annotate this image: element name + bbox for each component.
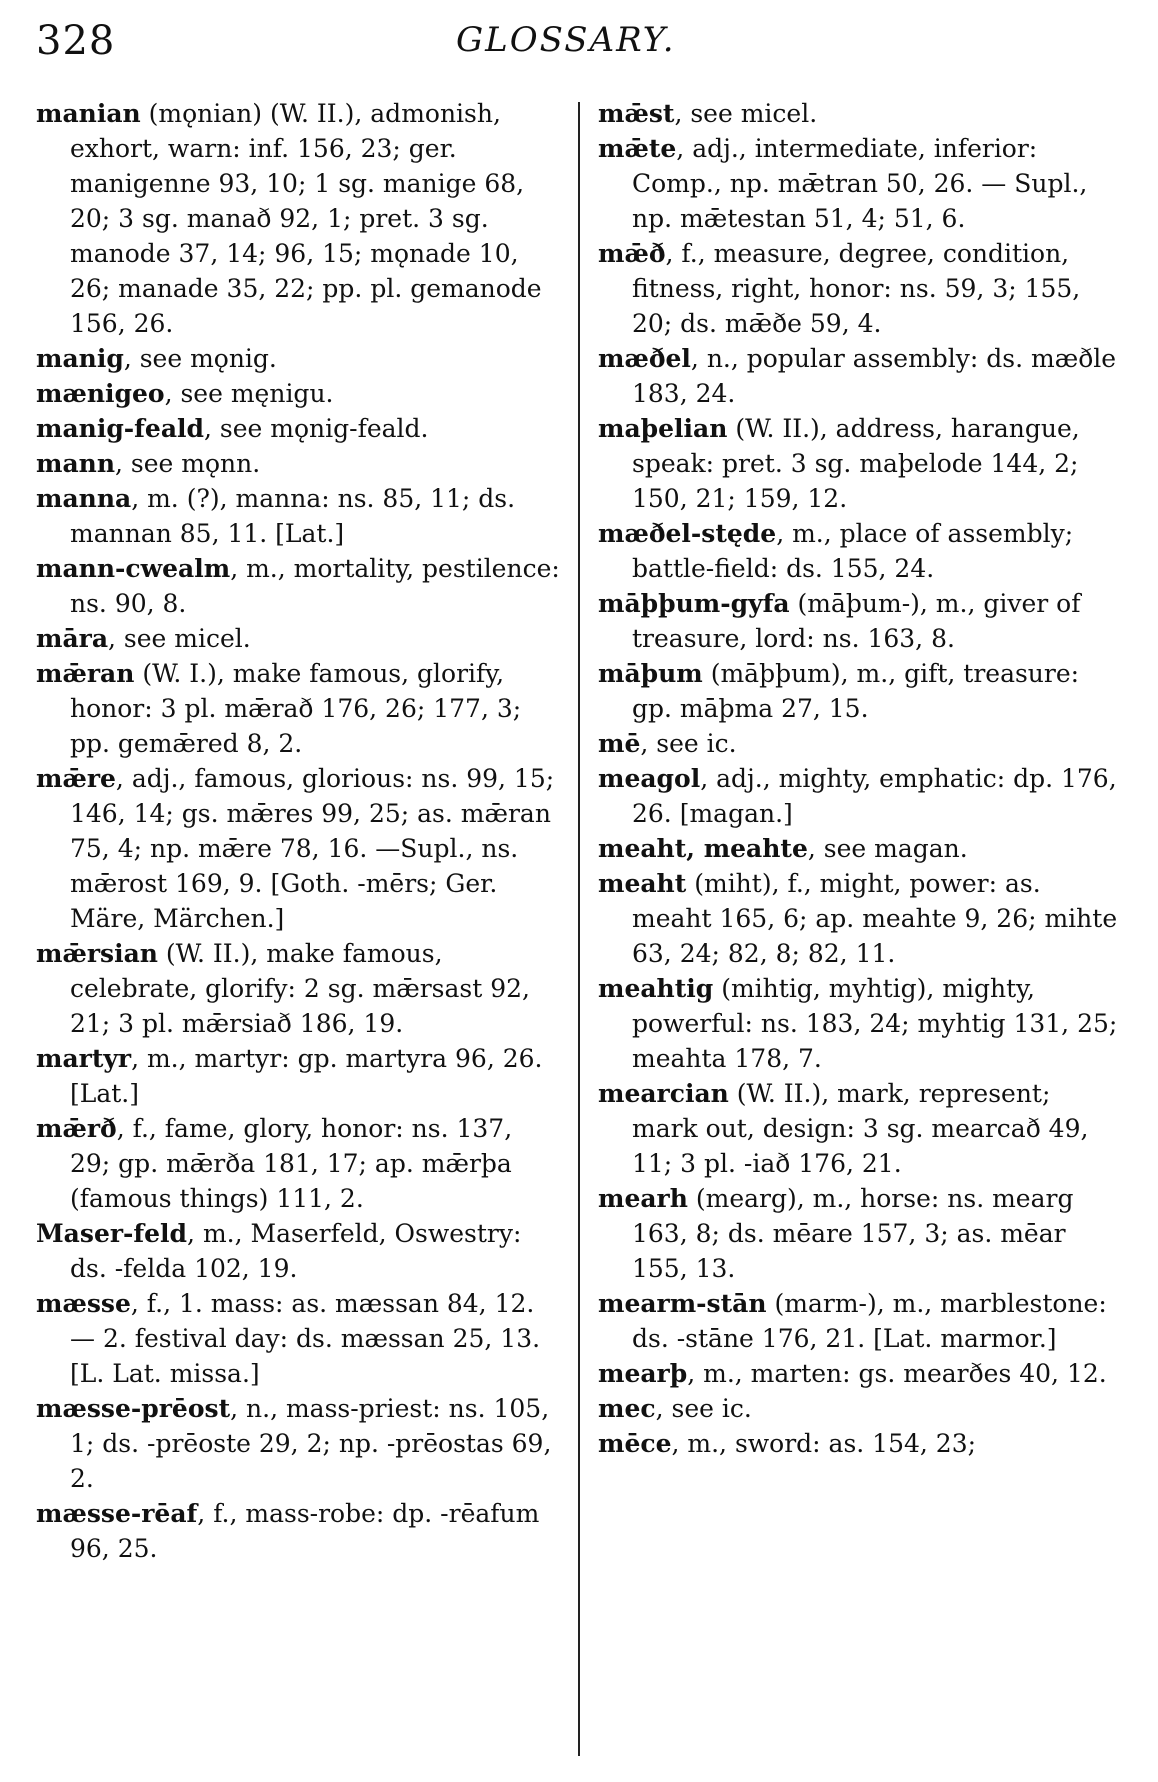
glossary-entry — [36, 341, 560, 376]
entry-headword: meaht — [598, 869, 687, 898]
entry-definition: , m., place of assembly; battle-field: ds. 155, 24. — [632, 519, 1074, 583]
entry-definition: , f., mass-robe: dp. -rēafum 96, 25. — [70, 1499, 540, 1563]
entry-definition: , m. (?), manna: ns. 85, 11; ds. mannan 85, 11. [Lat.] — [70, 484, 516, 548]
glossary-entry — [598, 516, 1122, 586]
entry-definition: , see micel. — [108, 624, 251, 653]
entry-definition: (mearg), m., horse: ns. mearg 163, 8; ds. mēare 157, 3; as. mēar 155, 13. — [632, 1184, 1074, 1283]
entry-definition: (W. I.), make famous, glorify, honor: 3 pl. mǣrað 176, 26; 177, 3; pp. gemǣred 8, 2. — [70, 659, 522, 758]
glossary-entry — [598, 586, 1122, 656]
glossary-entry — [36, 481, 560, 551]
glossary-entry — [36, 1391, 560, 1496]
entry-headword: mænigeo — [36, 379, 165, 408]
glossary-entry — [598, 1076, 1122, 1181]
entry-headword: mearh — [598, 1184, 688, 1213]
page-number: 328 — [36, 18, 116, 64]
entry-headword: mæsse-rēaf — [36, 1499, 198, 1528]
entry-definition: , see mǫnn. — [115, 449, 261, 478]
entry-headword: mǣre — [36, 764, 116, 793]
entry-definition: , adj., famous, glorious: ns. 99, 15; 146, 14; gs. mǣres 99, 25; as. mǣran 75, 4; np. mǣre 78, 16. —Supl., ns. mǣrost 169, 9. [Goth. -mērs; Ger. Märe, Märchen.] — [70, 764, 555, 933]
entry-definition: , adj., intermediate, inferior: Comp., np. mǣtran 50, 26. — Supl., np. mǣtestan 51, 4; 51, 6. — [632, 134, 1088, 233]
entry-headword: mǣrð — [36, 1114, 117, 1143]
entry-definition: (marm-), m., marblestone: ds. -stāne 176, 21. [Lat. marmor.] — [632, 1289, 1107, 1353]
entry-headword: maþelian — [598, 414, 728, 443]
glossary-entry — [36, 1286, 560, 1391]
entry-headword: meagol — [598, 764, 701, 793]
glossary-entry — [36, 761, 560, 936]
entry-definition: , see męnigu. — [164, 379, 334, 408]
glossary-entry — [598, 236, 1122, 341]
entry-definition: , m., mortality, pestilence: ns. 90, 8. — [70, 554, 560, 618]
entry-headword: meahtig — [598, 974, 714, 1003]
entry-definition: (W. II.), address, harangue, speak: pret. 3 sg. maþelode 144, 2; 150, 21; 159, 12. — [632, 414, 1080, 513]
glossary-entry — [598, 831, 1122, 866]
entry-definition: , see ic. — [640, 729, 737, 758]
entry-headword: mann — [36, 449, 116, 478]
glossary-entry — [598, 1356, 1122, 1391]
entry-definition: , see mǫnig-feald. — [204, 414, 429, 443]
entry-headword: mǣte — [598, 134, 677, 163]
entry-definition: , adj., mighty, emphatic: dp. 176, 26. [magan.] — [632, 764, 1117, 828]
glossary-entry — [36, 656, 560, 761]
glossary-entry — [36, 446, 560, 481]
glossary-entry — [598, 761, 1122, 831]
glossary-entry — [36, 376, 560, 411]
glossary-entry — [598, 341, 1122, 411]
entry-definition: (miht), f., might, power: as. meaht 165, 6; ap. meahte 9, 26; mihte 63, 24; 82, 8; 82, 11. — [632, 869, 1118, 968]
glossary-columns — [36, 96, 1122, 1762]
entry-definition: , m., sword: as. 154, 23; — [671, 1429, 977, 1458]
entry-definition: , see magan. — [807, 834, 968, 863]
glossary-entry — [36, 936, 560, 1041]
entry-definition: , m., martyr: gp. martyra 96, 26. [Lat.] — [70, 1044, 543, 1108]
entry-headword: mǣð — [598, 239, 666, 268]
running-head: GLOSSARY. — [456, 20, 676, 60]
entry-headword: mæðel-stęde — [598, 519, 777, 548]
entry-definition: (mihtig, myhtig), mighty, powerful: ns. 183, 24; myhtig 131, 25; meahta 178, 7. — [632, 974, 1118, 1073]
glossary-entry — [598, 131, 1122, 236]
entry-headword: māþum — [598, 659, 703, 688]
glossary-entry — [598, 1286, 1122, 1356]
entry-definition: , n., popular assembly: ds. mæðle 183, 24. — [632, 344, 1117, 408]
glossary-entry — [36, 411, 560, 446]
entry-headword: mēce — [598, 1429, 672, 1458]
entry-headword: mann-cwealm — [36, 554, 231, 583]
glossary-entry — [36, 1216, 560, 1286]
glossary-entry — [36, 96, 560, 341]
entry-headword: martyr — [36, 1044, 132, 1073]
entry-headword: manig — [36, 344, 124, 373]
entry-definition: , f., measure, degree, condition, fitness, right, honor: ns. 59, 3; 155, 20; ds. mǣðe 59, 4. — [632, 239, 1081, 338]
entry-definition: , m., Maserfeld, Oswestry: ds. -felda 102, 19. — [70, 1219, 522, 1283]
entry-definition: , see ic. — [655, 1394, 752, 1423]
entry-headword: mǣst — [598, 99, 675, 128]
page-header — [36, 18, 1122, 80]
glossary-entry — [598, 971, 1122, 1076]
glossary-entry — [598, 1391, 1122, 1426]
entry-definition: (mǫnian) (W. II.), admonish, exhort, warn: inf. 156, 23; ger. manigenne 93, 10; 1 sg. manige 68, 20; 3 sg. manað 92, 1; pret. 3 sg. manode 37, 14; 96, 15; mǫnade 10, 26; manade 35, 22; pp. pl. gemanode 156, 26. — [70, 99, 542, 338]
glossary-entry — [598, 1181, 1122, 1286]
glossary-entry — [598, 96, 1122, 131]
glossary-entry — [598, 656, 1122, 726]
entry-headword: mæsse — [36, 1289, 131, 1318]
entry-headword: mǣrsian — [36, 939, 158, 968]
entry-definition: , see mǫnig. — [123, 344, 277, 373]
entry-headword: mē — [598, 729, 641, 758]
entry-headword: meaht, meahte — [598, 834, 808, 863]
entry-definition: (W. II.), make famous, celebrate, glorify: 2 sg. mǣrsast 92, 21; 3 pl. mǣrsiað 186, 19. — [70, 939, 530, 1038]
right-column — [598, 96, 1122, 1762]
entry-headword: mearm-stān — [598, 1289, 767, 1318]
entry-headword: mearþ — [598, 1359, 688, 1388]
entry-headword: manna — [36, 484, 132, 513]
entry-headword: manian — [36, 99, 141, 128]
entry-definition: (māþþum), m., gift, treasure: gp. māþma 27, 15. — [632, 659, 1080, 723]
entry-headword: mearcian — [598, 1079, 729, 1108]
glossary-entry — [36, 621, 560, 656]
glossary-entry — [598, 866, 1122, 971]
entry-headword: mec — [598, 1394, 656, 1423]
entry-headword: mæðel — [598, 344, 691, 373]
entry-headword: māþþum-gyfa — [598, 589, 790, 618]
entry-headword: manig-feald — [36, 414, 205, 443]
entry-definition: , n., mass-priest: ns. 105, 1; ds. -prēoste 29, 2; np. -prēostas 69, 2. — [70, 1394, 552, 1493]
entry-definition: (W. II.), mark, represent; mark out, design: 3 sg. mearcað 49, 11; 3 pl. -iað 176, 21. — [632, 1079, 1089, 1178]
entry-headword: mǣran — [36, 659, 135, 688]
glossary-entry — [598, 726, 1122, 761]
entry-definition: , f., 1. mass: as. mæssan 84, 12. — 2. festival day: ds. mæssan 25, 13. [L. Lat. missa.] — [70, 1289, 541, 1388]
entry-definition: , m., marten: gs. mearðes 40, 12. — [687, 1359, 1107, 1388]
glossary-entry — [36, 1111, 560, 1216]
entry-headword: mæsse-prēost — [36, 1394, 231, 1423]
left-column — [36, 96, 560, 1762]
glossary-entry — [36, 551, 560, 621]
glossary-entry — [36, 1496, 560, 1566]
entry-headword: māra — [36, 624, 109, 653]
entry-definition: , see micel. — [674, 99, 818, 128]
entry-definition: (māþum-), m., giver of treasure, lord: ns. 163, 8. — [632, 589, 1081, 653]
glossary-entry — [598, 411, 1122, 516]
entry-definition: , f., fame, glory, honor: ns. 137, 29; gp. mǣrða 181, 17; ap. mǣrþa (famous things) 111, 2. — [70, 1114, 513, 1213]
entry-headword: Maser-feld — [36, 1219, 188, 1248]
glossary-entry — [598, 1426, 1122, 1461]
column-divider — [578, 102, 580, 1756]
glossary-entry — [36, 1041, 560, 1111]
